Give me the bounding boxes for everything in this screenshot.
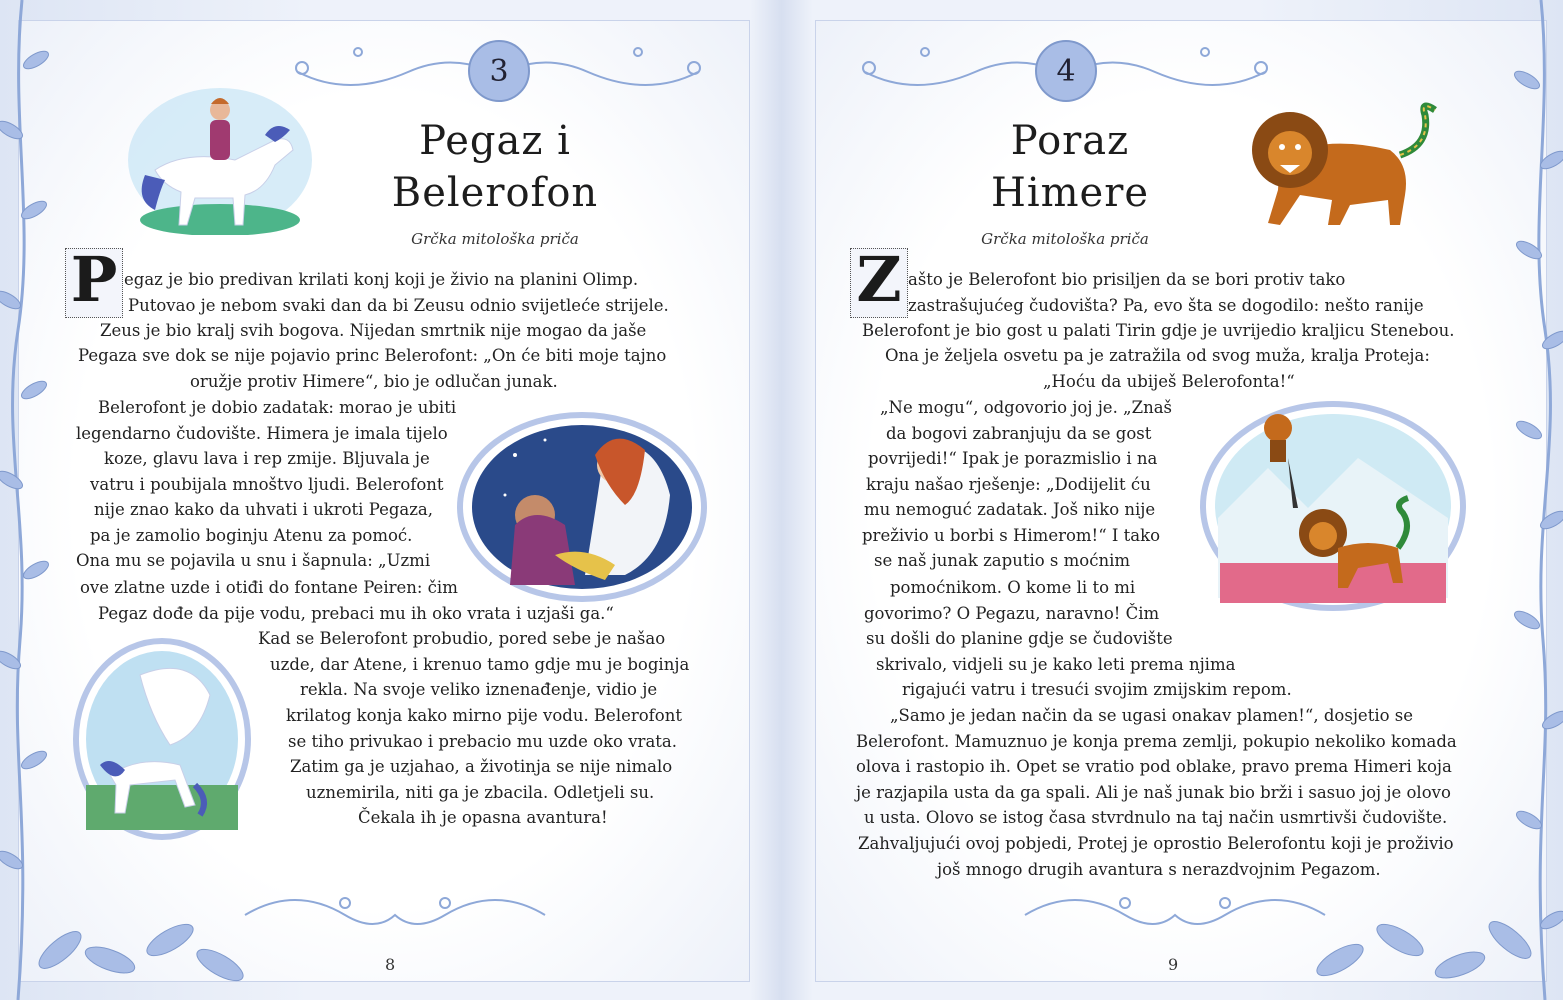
text-line: Ona mu se pojavila u snu i šapnula: „Uzmi	[76, 551, 431, 570]
bottom-leaves-right	[1300, 880, 1540, 990]
text-line: vatru i poubijala mnoštvo ljudi. Belerofont	[90, 475, 444, 494]
text-line: uznemirila, niti ga je zbacila. Odletjeli su.	[306, 783, 655, 802]
text-line: Belerofont je bio gost u palati Tirin gdje je uvrijedio kraljicu Stenebou.	[862, 321, 1455, 340]
athena-and-belerofont-illustration	[455, 405, 710, 605]
drop-cap: Z	[850, 248, 908, 318]
text-line: su došli do planine gdje se čudovište	[866, 629, 1173, 648]
text-line: Putovao je nebom svaki dan da bi Zeusu odnio svijetleće strijele.	[128, 296, 669, 315]
title-line-2: Belerofon	[391, 170, 599, 216]
text-line: uzde, dar Atene, i krenuo tamo gdje mu je boginja	[270, 655, 690, 674]
text-line: se naš junak zaputio s moćnim	[874, 551, 1130, 570]
text-line: u usta. Olovo se istog časa stvrdnulo na taj način usmrtivši čudovište.	[864, 808, 1448, 827]
page-number: 8	[385, 955, 396, 974]
page-number: 9	[1168, 955, 1179, 974]
text-line: oružje protiv Himere“, bio je odlučan junak.	[190, 372, 558, 391]
text-line: koze, glavu lava i rep zmije. Bljuvala je	[104, 449, 430, 468]
text-line: Zahvaljujući ovoj pobjedi, Protej je oprostio Belerofontu koji je proživio	[858, 834, 1454, 853]
title-line-1: Poraz	[1010, 118, 1130, 164]
story-title	[360, 115, 630, 219]
text-line: Belerofont je dobio zadatak: morao je ubiti	[98, 398, 457, 417]
text-line: rigajući vatru i tresući svojim zmijskim repom.	[902, 680, 1292, 699]
text-line: zastrašujućeg čudovišta? Pa, evo šta se dogodilo: nešto ranije	[908, 296, 1424, 315]
belerofont-vs-chimera-illustration	[1198, 398, 1468, 613]
text-line: ašto je Belerofont bio prisiljen da se bori protiv tako	[908, 270, 1346, 289]
text-line: Kad se Belerofont probudio, pored sebe je našao	[258, 629, 666, 648]
story-subtitle: Grčka mitološka priča	[981, 230, 1149, 248]
right-vine-decoration	[1503, 0, 1563, 1000]
text-line: još mnogo drugih avantura s nerazdvojnim Pegazom.	[937, 860, 1381, 879]
chapter-number-frame-left	[288, 28, 708, 108]
text-line: preživio u borbi s Himerom!“ I tako	[862, 526, 1161, 545]
text-line: Ona je željela osvetu pa je zatražila od svog muža, kralja Proteja:	[885, 346, 1430, 365]
text-line: „Hoću da ubiješ Belerofonta!“	[1043, 372, 1295, 391]
left-vine-decoration	[0, 0, 60, 1000]
rider-on-white-horse-illustration	[125, 80, 315, 235]
text-line: kraju našao rješenje: „Dodijelit ću	[866, 475, 1151, 494]
chapter-number-frame-right	[855, 28, 1275, 108]
text-line: se tiho privukao i prebacio mu uzde oko vrata.	[288, 732, 677, 751]
story-title	[945, 115, 1195, 219]
text-line: „Ne mogu“, odgovorio joj je. „Znaš	[880, 398, 1173, 417]
text-line: da bogovi zabranjuju da se gost	[886, 424, 1152, 443]
bottom-leaves-left	[20, 880, 260, 990]
lion-chimera-illustration	[1240, 95, 1450, 230]
text-line: „Samo je jedan način da se ugasi onakav plamen!“, dosjetio se	[890, 706, 1414, 725]
bottom-flourish-right	[1015, 885, 1335, 945]
text-line: olova i rastopio ih. Opet se vratio pod oblake, pravo prema Himeri koja	[856, 757, 1452, 776]
text-line: pomoćnikom. O kome li to mi	[890, 578, 1136, 597]
text-line: Zatim ga je uzjahao, a životinja se nije nimalo	[290, 757, 673, 776]
text-line: skrivalo, vidjeli su je kako leti prema njima	[876, 655, 1236, 674]
text-line: mu nemoguć zadatak. Još niko nije	[864, 500, 1156, 519]
text-line: Pegaza sve dok se nije pojavio princ Belerofont: „On će biti moje tajno	[78, 346, 667, 365]
text-line: pa je zamolio boginju Atenu za pomoć.	[90, 526, 413, 545]
text-line: krilatog konja kako mirno pije vodu. Belerofont	[286, 706, 682, 725]
text-line: ove zlatne uzde i otiđi do fontane Peiren: čim	[80, 578, 458, 597]
text-line: nije znao kako da uhvati i ukroti Pegaza,	[94, 500, 434, 519]
drop-cap: P	[65, 248, 123, 318]
text-line: Pegaz dođe da pije vodu, prebaci mu ih oko vrata i uzjaši ga.“	[98, 604, 614, 623]
text-line: rekla. Na svoje veliko iznenađenje, vidio je	[300, 680, 658, 699]
pegasus-drinking-illustration	[70, 635, 255, 840]
story-subtitle: Grčka mitološka priča	[411, 230, 579, 248]
text-line: legendarno čudovište. Himera je imala tijelo	[76, 424, 448, 443]
text-line: Belerofont. Mamuznuo je konja prema zemlji, pokupio nekoliko komada	[856, 732, 1457, 751]
chapter-number-badge: 3	[468, 40, 530, 102]
text-line: je razjapila usta da ga spali. Ali je naš junak bio brži i sasuo joj je olovo	[856, 783, 1451, 802]
chapter-number-badge: 4	[1035, 40, 1097, 102]
text-line: Zeus je bio kralj svih bogova. Nijedan smrtnik nije mogao da jaše	[100, 321, 647, 340]
title-line-1: Pegaz i	[419, 118, 571, 164]
text-line: egaz je bio predivan krilati konj koji je živio na planini Olimp.	[124, 270, 639, 289]
title-line-2: Himere	[990, 170, 1150, 216]
bottom-flourish-left	[235, 885, 555, 945]
text-line: Čekala ih je opasna avantura!	[358, 808, 608, 827]
text-line: govorimo? O Pegazu, naravno! Čim	[864, 604, 1160, 623]
text-line: povrijedi!“ Ipak je porazmislio i na	[868, 449, 1158, 468]
